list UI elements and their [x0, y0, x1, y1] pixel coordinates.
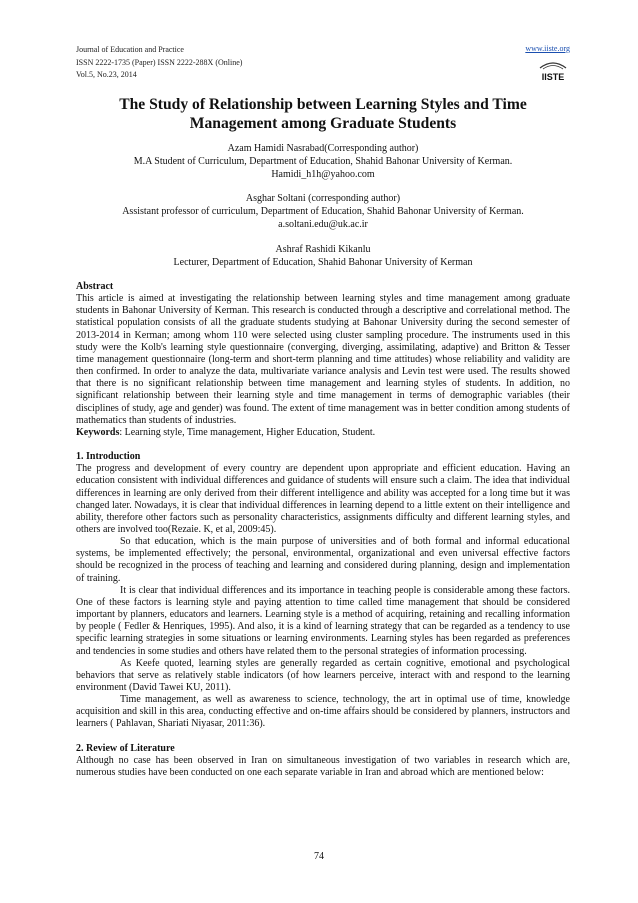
intro-paragraph-1: The progress and development of every country are dependent upon appropriate and efficient education. Having an education consistent with individual differences and guidance of students will ensure such a claim. The idea that individual differences in learning are only derived from their different intelligence and ability was accepted for a long time but it was changed later. Nowadays, it is clear that individual differences in learning depend to a little extent on their intelligence and ability, therefore other factors such as personality characteristics, assignments difficulty and different learning styles, and others are involved too(Rezaie. K, et al, 2009:45). — [76, 463, 570, 535]
author-1-affiliation: M.A Student of Curriculum, Department of Education, Shahid Bahonar University of Kerman. — [133, 155, 513, 167]
author-1-name: Azam Hamidi Nasrabad(Corresponding author) — [227, 143, 419, 154]
intro-paragraph-5: Time management, as well as awareness to science, technology, the art in optimal use of time, knowledge acquisition and skill in this area, conducting effective and on-time affairs should be considered by planners, instructors and learners ( Pahlavan, Shariati Niyasar, 2011:36). — [76, 694, 570, 730]
intro-paragraph-3: It is clear that individual differences and its importance in teaching people is considerable among these factors. One of these factors is learning style and paying attention to time called time management that should be considered important by planners, educators and learners. Learning style is a method of acquiring, retaining and recalling information by people ( Fedler & Henriques, 1995). And also, it is a kind of learning strategy that can be regarded as a tendency to use specific learning strategies in some situations or learning environments. Learning styles has been regarded as preferences and tendencies in some studies and others have related them to the personal strategies of information processing. — [76, 584, 570, 657]
author-2-email: a.soltani.edu@uk.ac.ir — [278, 218, 368, 230]
author-block — [76, 143, 570, 269]
introduction-heading: 1. Introduction — [76, 451, 141, 463]
iiste-logo — [536, 60, 570, 82]
abstract-text: This article is aimed at investigating the relationship between learning styles and time management among graduate students in Bahonar University of Kerman. This research is conducted through a descriptive and correlational method. The statistical population consists of all the graduate students studying at Bahonar University during the second semester of 2013-2014 in Kerman; among whom 110 were selected using cluster sampling procedure. The instruments used in this study were the Kolb's learning style questionnaire (converging, diverging, assimilating, adaptive) and Britton & Tesser time management questionnaire (long-term and short-term planning and time attitudes) whose reliability and validity are then confirmed. In order to analyze the data, multivariate variance analysis and Levin test were used. The results showed that there is no significant relationship between time management and learning styles of students. In addition, no significant relationship between their learning style and time management in terms of demographic variables (their disciplines of study, age and gender) was found. The extent of time management was in better condition among students of mathematics than students of industries. — [76, 293, 570, 426]
journal-issn: ISSN 2222-1735 (Paper) ISSN 2222-288X (Online) — [76, 57, 243, 67]
intro-paragraph-4: As Keefe quoted, learning styles are generally regarded as certain cognitive, emotional and psychological behaviors that serve as relatively stable indicators (of how learners perceive, interact with and respond to the learning environment (David Tawei KU, 2011). — [76, 657, 570, 693]
abstract-heading: Abstract — [76, 281, 114, 292]
paper-title: The Study of Relationship between Learning Styles and Time Management among Graduate Students — [119, 96, 527, 132]
author-2-affiliation: Assistant professor of curriculum, Department of Education, Shahid Bahonar University of Kerman. — [122, 206, 524, 218]
review-heading: 2. Review of Literature — [76, 742, 175, 754]
review-text: Although no case has been observed in Iran on simultaneous investigation of two variables in research which are, numerous studies have been conducted on one each separate variable in Iran and abroad which are mentioned below: — [76, 754, 570, 778]
author-3-affiliation: Lecturer, Department of Education, Shahid Bahonar University of Kerman — [173, 256, 473, 268]
author-3-name: Ashraf Rashidi Kikanlu — [275, 243, 371, 255]
journal-volume: Vol.5, No.23, 2014 — [76, 70, 137, 79]
keywords-label: Keywords — [76, 426, 120, 438]
logo-text: IISTE — [541, 72, 565, 82]
journal-header — [76, 44, 242, 82]
journal-name: Journal of Education and Practice — [76, 45, 184, 54]
keywords-list: : Learning style, Time management, Higher Education, Student. — [119, 426, 376, 438]
author-2-name: Asghar Soltani (corresponding author) — [245, 193, 401, 205]
author-1-email: Hamidi_h1h@yahoo.com — [271, 168, 375, 180]
journal-website-link[interactable]: www.iiste.org — [525, 44, 570, 53]
page-number: 74 — [314, 851, 324, 862]
keywords-line — [76, 427, 570, 439]
paper-body — [76, 281, 570, 779]
intro-paragraph-2: So that education, which is the main purpose of universities and of both formal and informal educational systems, be implemented effectively; the personal, environmental, organizational and even universal effective factors should be recognized in the process of teaching and learning and considered during planning, design and implementation of training. — [76, 536, 570, 584]
